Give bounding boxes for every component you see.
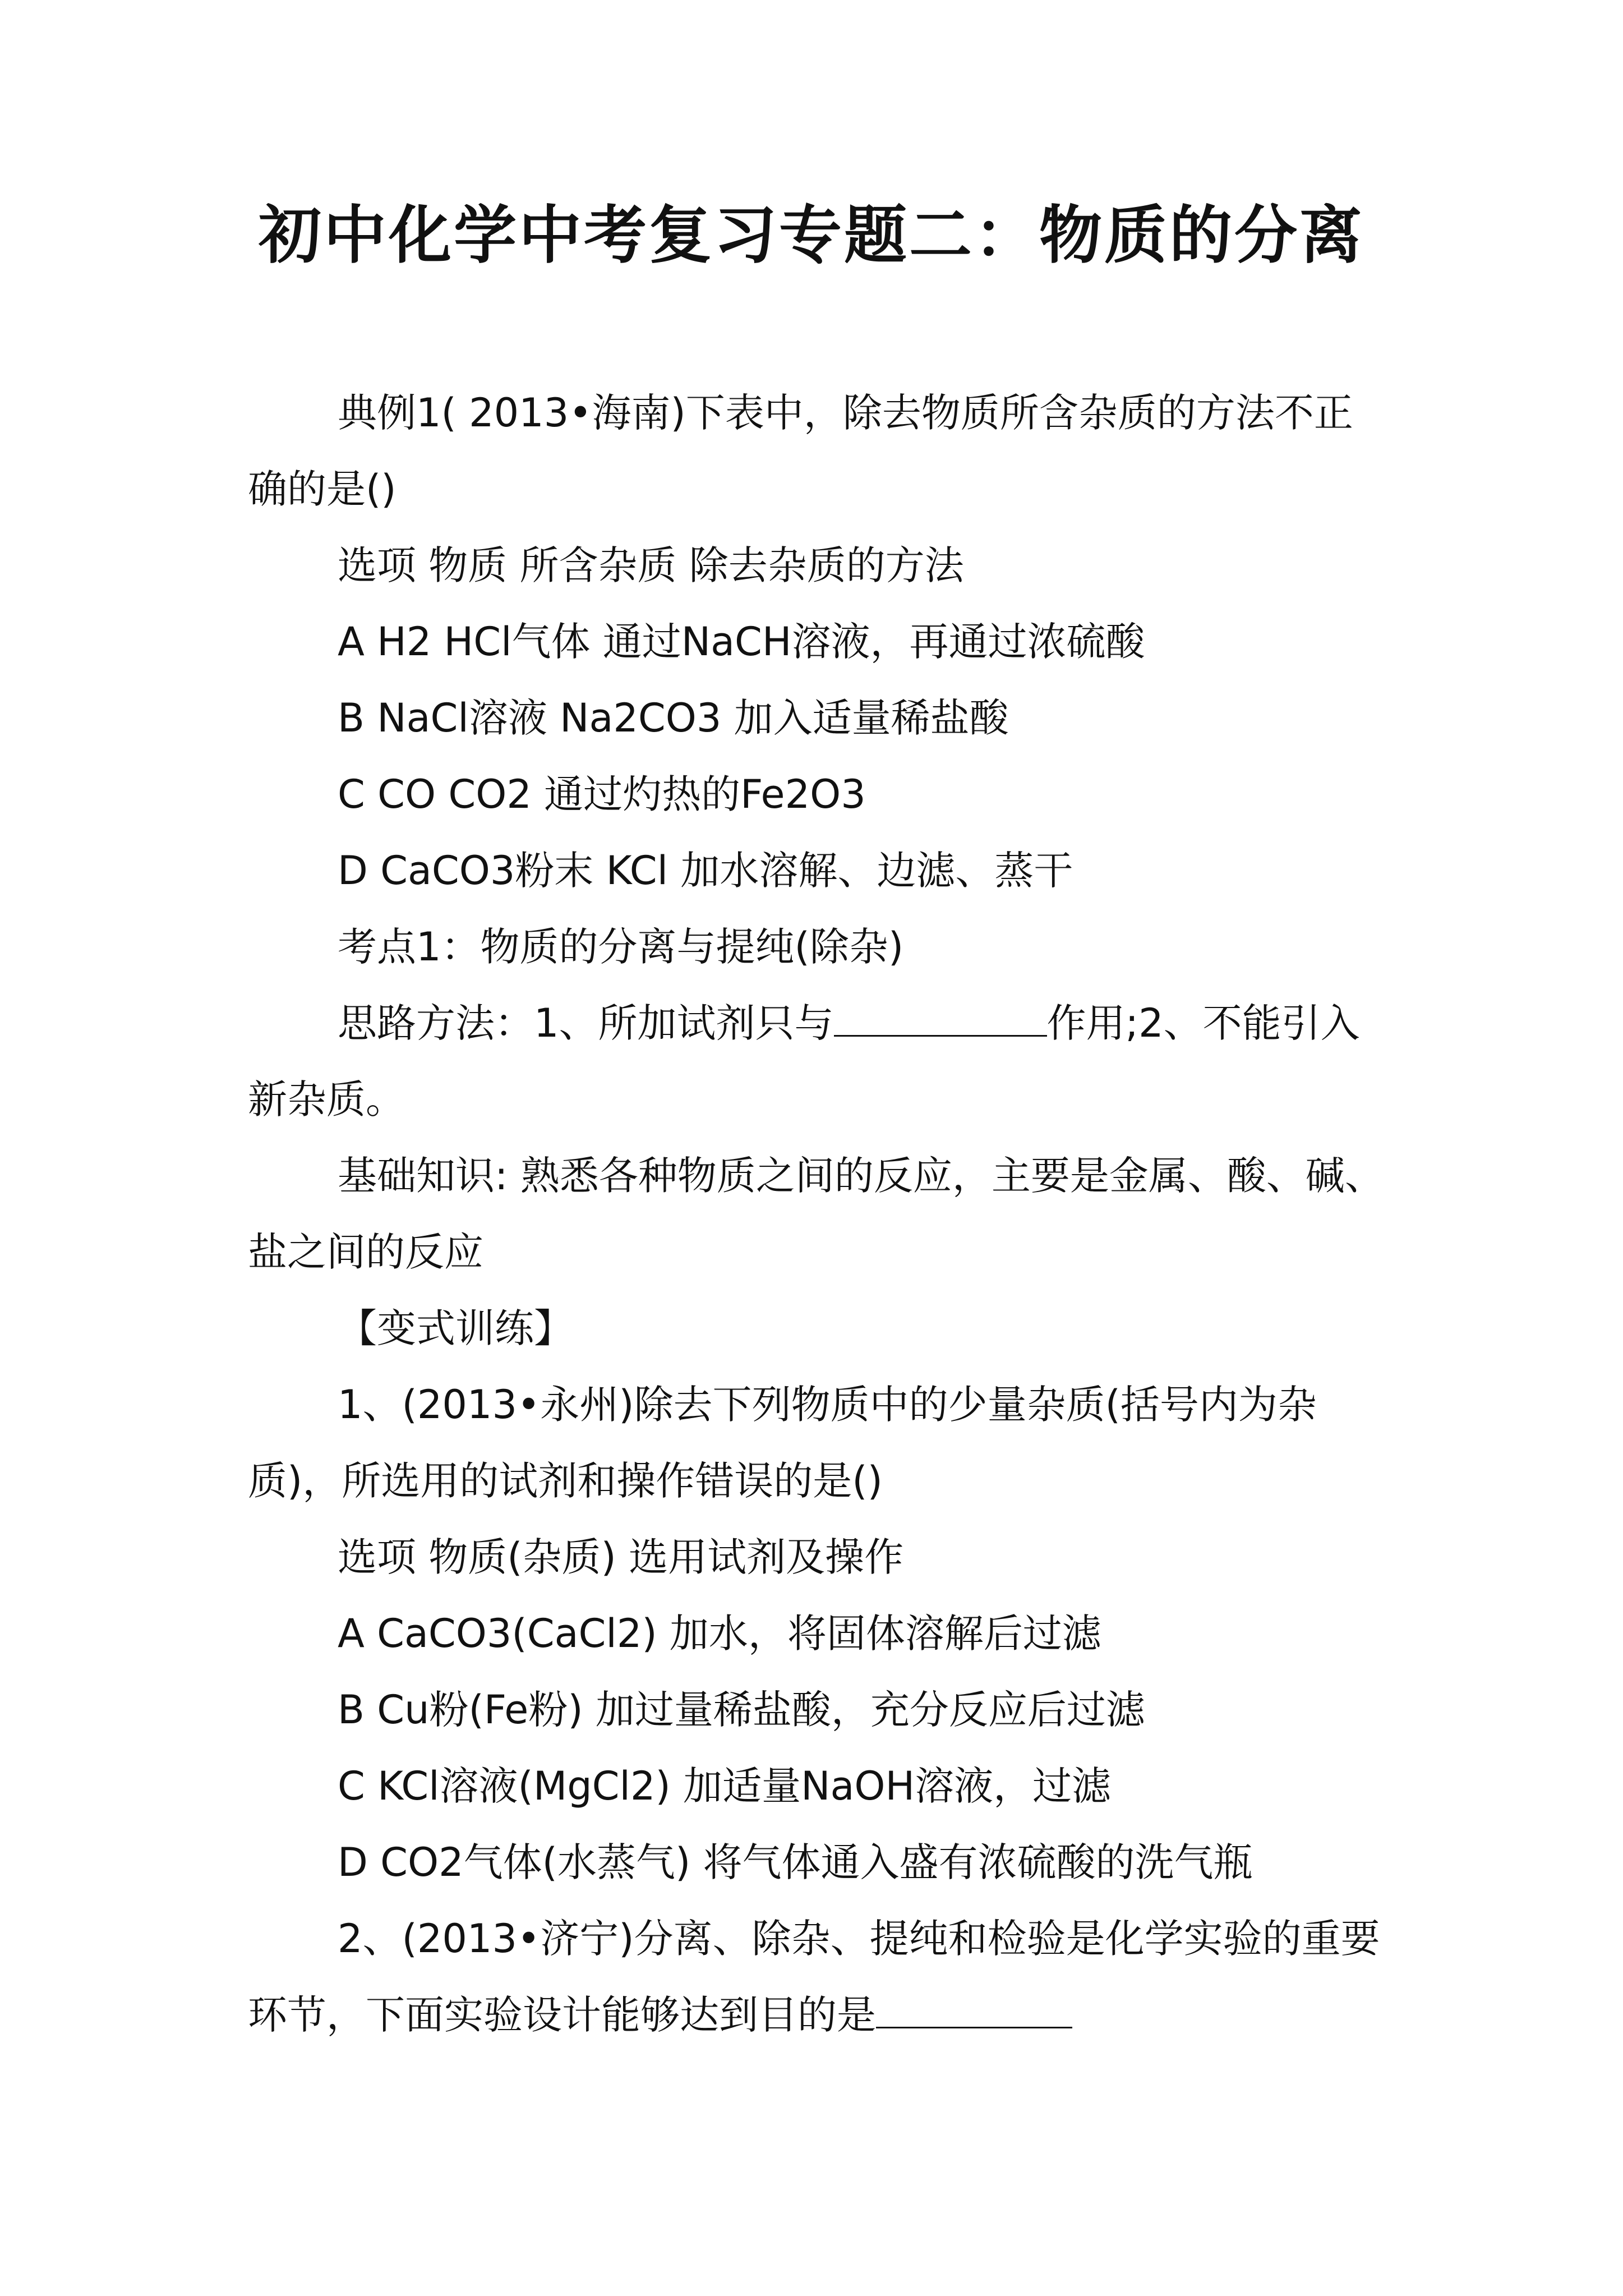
q2-question: 2、(2013•济宁)分离、除杂、提纯和检验是化学实验的重要环节，下面实验设计能够达到目的是 (248, 1916, 1380, 2038)
example1-row-d: D CaCO3粉末 KCl 加水溶解、边滤、蒸干 (338, 848, 1073, 894)
q1-question: 1、(2013•永州)除去下列物质中的少量杂质(括号内为杂质)，所选用的试剂和操作错误的是() (248, 1382, 1317, 1504)
q1-row-b: B Cu粉(Fe粉) 加过量稀盐酸，充分反应后过滤 (338, 1687, 1145, 1733)
answer-blank (834, 1001, 1047, 1037)
example1-row-b: B NaCl溶液 Na2CO3 加入适量稀盐酸 (338, 695, 1009, 741)
example1-row-a: A H2 HCl气体 通过NaCH溶液，再通过浓硫酸 (338, 619, 1145, 665)
q1-row-c: C KCl溶液(MgCl2) 加适量NaOH溶液，过滤 (338, 1763, 1112, 1809)
document-body (248, 375, 1386, 2053)
q2-paragraph (248, 1901, 1386, 2053)
example1-question: 典例1( 2013•海南)下表中，除去物质所含杂质的方法不正确的是() (248, 390, 1353, 512)
silu-text-before: 思路方法：1、所加试剂只与 (338, 1000, 834, 1046)
example1-table-header: 选项 物质 所含杂质 除去杂质的方法 (338, 542, 964, 588)
q1-row-a: A CaCO3(CaCl2) 加水，将固体溶解后过滤 (338, 1611, 1101, 1657)
silu-text-after: 作用;2、不能引入新杂质。 (248, 1000, 1360, 1122)
jichu-paragraph: 基础知识: 熟悉各种物质之间的反应，主要是金属、酸、碱、盐之间的反应 (248, 1153, 1384, 1275)
q1-table-header: 选项 物质(杂质) 选用试剂及操作 (338, 1534, 904, 1580)
q1-row-d: D CO2气体(水蒸气) 将气体通入盛有浓硫酸的洗气瓶 (338, 1839, 1253, 1885)
bianshi-heading: 【变式训练】 (338, 1305, 573, 1351)
answer-blank (876, 1993, 1072, 2028)
kaodian-heading: 考点1：物质的分离与提纯(除杂) (338, 924, 904, 970)
page-title: 初中化学中考复习专题二：物质的分离 (259, 199, 1364, 272)
silu-paragraph (248, 985, 1386, 1138)
example1-row-c: C CO CO2 通过灼热的Fe2O3 (338, 771, 866, 817)
